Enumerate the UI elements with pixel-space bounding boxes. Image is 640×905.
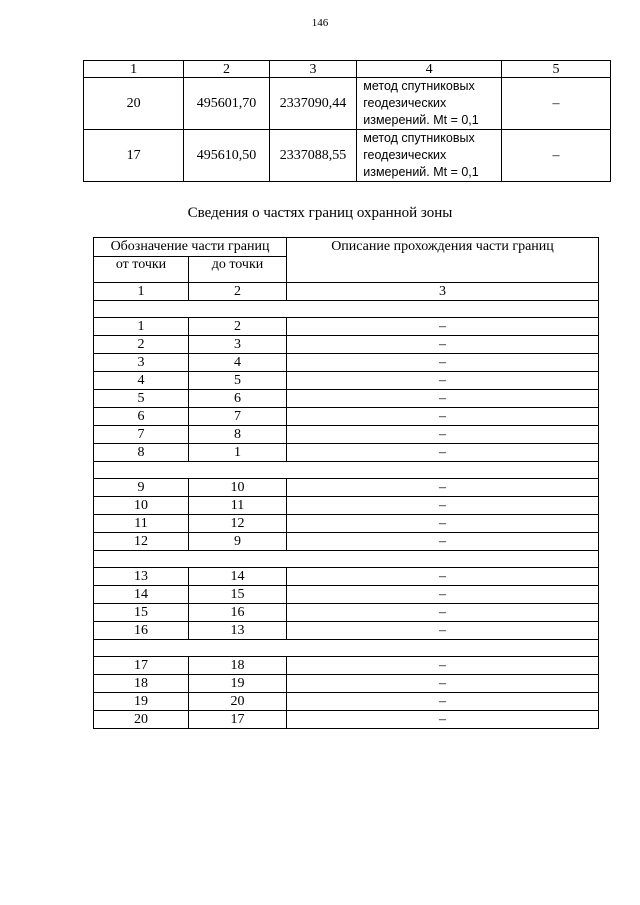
description-cell: – [287,604,599,622]
y-coordinate-cell: 2337088,55 [269,130,357,182]
to-point-cell: 20 [189,693,287,711]
table-row [84,130,611,182]
description-cell: – [287,693,599,711]
from-point-cell: 3 [94,354,189,372]
header-cell: 2 [184,61,269,78]
table-row [94,533,599,551]
column-number-cell: 3 [287,283,599,301]
y-coordinate-cell: 2337090,44 [269,78,357,130]
point-cell: 17 [84,130,184,182]
description-cell: – [287,408,599,426]
to-point-cell: 8 [189,426,287,444]
group-separator-row [94,301,599,318]
method-line: геодезических [363,96,447,110]
table-row [94,497,599,515]
column-number-cell: 2 [189,283,287,301]
section-title: Сведения о частях границ охранной зоны [187,205,453,221]
description-cell: – [287,586,599,604]
to-point-cell: 3 [189,336,287,354]
from-point-cell: 7 [94,426,189,444]
x-coordinate-cell: 495601,70 [184,78,269,130]
table-row [94,675,599,693]
table-row [94,657,599,675]
header-group-cell: Обозначение части границ [94,238,287,257]
header-cell: 5 [502,61,611,78]
to-point-cell: 14 [189,568,287,586]
from-point-cell: 11 [94,515,189,533]
coordinates-table [83,60,611,182]
to-point-cell: 17 [189,711,287,729]
description-cell: – [287,497,599,515]
header-to-cell: до точки [189,257,287,283]
group-separator-row [94,551,599,568]
method-line: метод спутниковых [363,131,475,145]
to-point-cell: 6 [189,390,287,408]
col5-cell: – [502,130,611,182]
table-row [94,444,599,462]
from-point-cell: 16 [94,622,189,640]
table-row [94,711,599,729]
description-cell: – [287,622,599,640]
table-row [94,318,599,336]
to-point-cell: 9 [189,533,287,551]
table-row [84,78,611,130]
method-cell [357,78,502,130]
header-cell: 4 [357,61,502,78]
to-point-cell: 19 [189,675,287,693]
col5-cell: – [502,78,611,130]
description-cell: – [287,336,599,354]
group-separator-cell [94,301,599,318]
from-point-cell: 8 [94,444,189,462]
table-row [94,568,599,586]
table-row [94,354,599,372]
to-point-cell: 12 [189,515,287,533]
from-point-cell: 5 [94,390,189,408]
from-point-cell: 4 [94,372,189,390]
group-separator-cell [94,551,599,568]
table-row [94,408,599,426]
from-point-cell: 19 [94,693,189,711]
column-number-row [94,283,599,301]
to-point-cell: 4 [189,354,287,372]
table-row [94,390,599,408]
to-point-cell: 1 [189,444,287,462]
point-cell: 20 [84,78,184,130]
from-point-cell: 13 [94,568,189,586]
method-line: геодезических [363,148,447,162]
description-cell: – [287,657,599,675]
method-line: измерений. Mt = 0,1 [363,113,479,127]
description-cell: – [287,354,599,372]
description-cell: – [287,675,599,693]
table-row [94,479,599,497]
group-separator-cell [94,462,599,479]
from-point-cell: 6 [94,408,189,426]
to-point-cell: 7 [189,408,287,426]
description-cell: – [287,568,599,586]
boundary-parts-table [93,237,599,729]
description-cell: – [287,372,599,390]
method-line: метод спутниковых [363,79,475,93]
method-cell [357,130,502,182]
from-point-cell: 15 [94,604,189,622]
header-row [94,238,599,257]
description-cell: – [287,426,599,444]
table-row [94,622,599,640]
table-row [94,693,599,711]
table-row [94,372,599,390]
from-point-cell: 20 [94,711,189,729]
method-line: измерений. Mt = 0,1 [363,165,479,179]
group-separator-cell [94,640,599,657]
table-row [94,604,599,622]
group-separator-row [94,462,599,479]
from-point-cell: 1 [94,318,189,336]
description-cell: – [287,318,599,336]
to-point-cell: 2 [189,318,287,336]
to-point-cell: 18 [189,657,287,675]
from-point-cell: 12 [94,533,189,551]
from-point-cell: 17 [94,657,189,675]
table-header-row [84,61,611,78]
page-number: 146 [311,17,329,29]
to-point-cell: 15 [189,586,287,604]
to-point-cell: 5 [189,372,287,390]
to-point-cell: 16 [189,604,287,622]
to-point-cell: 11 [189,497,287,515]
description-cell: – [287,390,599,408]
description-cell: – [287,515,599,533]
column-number-cell: 1 [94,283,189,301]
to-point-cell: 10 [189,479,287,497]
header-cell: 1 [84,61,184,78]
table-row [94,336,599,354]
header-from-cell: от точки [94,257,189,283]
x-coordinate-cell: 495610,50 [184,130,269,182]
header-description-cell: Описание прохождения части границ [287,238,599,283]
table-row [94,586,599,604]
from-point-cell: 14 [94,586,189,604]
table-row [94,426,599,444]
header-cell: 3 [269,61,357,78]
table-row [94,515,599,533]
description-cell: – [287,533,599,551]
description-cell: – [287,444,599,462]
from-point-cell: 2 [94,336,189,354]
description-cell: – [287,711,599,729]
description-cell: – [287,479,599,497]
from-point-cell: 18 [94,675,189,693]
group-separator-row [94,640,599,657]
to-point-cell: 13 [189,622,287,640]
from-point-cell: 9 [94,479,189,497]
from-point-cell: 10 [94,497,189,515]
